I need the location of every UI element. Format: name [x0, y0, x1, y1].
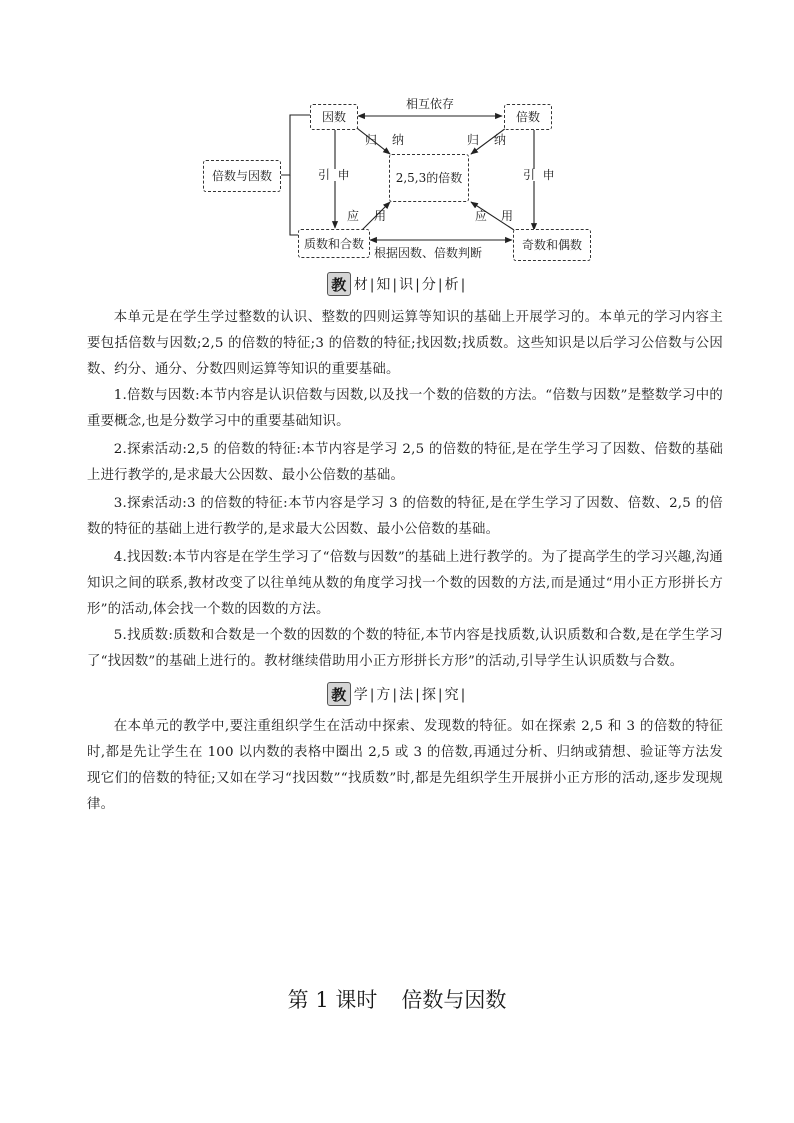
- node-factor-label: 因数: [321, 110, 346, 124]
- node-root-label: 倍数与因数: [211, 169, 272, 183]
- section-title-char: 学: [353, 687, 368, 703]
- node-multiple: [504, 104, 552, 130]
- section-title-char: 究: [444, 687, 459, 703]
- section-title-char: 材: [353, 277, 368, 293]
- section-title-char: 探: [421, 687, 436, 703]
- section-badge: 教: [327, 682, 351, 706]
- section-title-char: 知: [376, 277, 391, 293]
- node-prime: [298, 229, 370, 258]
- section-title-char: 析: [444, 277, 459, 293]
- lesson-heading: [0, 984, 794, 1014]
- section-title: 学 | 方 | 法 | 探 | 究 |: [354, 684, 468, 704]
- paragraph: 2.探索活动:2,5 的倍数的特征:本节内容是学习 2,5 的倍数的特征,是在学生学习了因数、倍数的基础上进行教学的,是求最大公因数、最小公倍数的基础。: [87, 442, 723, 483]
- node-multiple-label: 倍数: [515, 110, 540, 124]
- paragraph: 本单元是在学生学过整数的认识、整数的四则运算等知识的基础上开展学习的。本单元的学习内容主要包括倍数与因数;2,5 的倍数的特征;3 的倍数的特征;找因数;找质数。这些知识是以后学习公倍数与公因数、约分、通分、分数四则运算等知识的重要基础。: [87, 310, 723, 377]
- concept-map: [190, 92, 610, 264]
- label-na-right: 纳: [494, 133, 507, 147]
- paragraph: 3.探索活动:3 的倍数的特征:本节内容是学习 3 的倍数的特征,是在学生学习了因数、倍数、2,5 的倍数的特征的基础上进行教学的,是求最大公因数、最小公倍数的基础。: [87, 496, 723, 537]
- node-prime-label: 质数和合数: [303, 236, 364, 251]
- section-heading-methods: [0, 682, 794, 706]
- label-na-left: 纳: [392, 133, 405, 147]
- label-gui-right: 归: [467, 133, 480, 147]
- section-badge: 教: [327, 272, 351, 296]
- bracket-to-factor: [281, 115, 310, 175]
- node-root: [203, 160, 281, 192]
- section-title: 材 | 知 | 识 | 分 | 析 |: [354, 274, 468, 294]
- section-heading-materials: [0, 272, 794, 296]
- paragraph: 5.找质数:质数和合数是一个数的因数的个数的特征,本节内容是找质数,认识质数和合数,是在学生学习了“找因数”的基础上进行的。教材继续借助用小正方形拼长方形”的活动,引导学生认识质数与合数。: [87, 628, 723, 669]
- lesson-number: 第 1 课时: [287, 988, 378, 1012]
- section-title-char: 法: [399, 687, 414, 703]
- node-center-label: 2,5,3的倍数: [395, 171, 463, 185]
- label-yong-left: 用: [374, 209, 387, 223]
- node-oddeven: [513, 229, 591, 261]
- section-title-char: 识: [399, 277, 414, 293]
- bracket-to-prime: [290, 175, 298, 235]
- paragraph: 1.倍数与因数:本节内容是认识倍数与因数,以及找一个数的倍数的方法。“倍数与因数”是整数学习中的重要概念,也是分数学习中的重要基础知识。: [87, 388, 723, 429]
- label-ying-left: 应: [347, 209, 360, 223]
- section-title-char: 方: [376, 687, 391, 703]
- label-ying-right: 应: [475, 209, 488, 223]
- label-extend-right: 引 申: [523, 168, 555, 182]
- label-judge: 根据因数、倍数判断: [374, 246, 483, 260]
- label-extend-left: 引 申: [318, 168, 350, 182]
- label-mutual: 相互依存: [406, 97, 455, 111]
- label-yong-right: 用: [501, 209, 514, 223]
- lesson-title: 倍数与因数: [401, 988, 507, 1012]
- section-title-char: 分: [421, 277, 436, 293]
- paragraph: 在本单元的教学中,要注重组织学生在活动中探索、发现数的特征。如在探索 2,5 和 3 的倍数的特征时,都是先让学生在 100 以内数的表格中圈出 2,5 或 3 的倍数,再通过分析、归纳或猜想、验证等方法发现它们的倍数的特征;又如在学习“找因数”“找质数”时,都是先组织学生开展拼小正方形的活动,逐步发现规律。: [87, 719, 723, 812]
- paragraph: 4.找因数:本节内容是在学生学习了“倍数与因数”的基础上进行教学的。为了提高学生的学习兴趣,沟通知识之间的联系,教材改变了以往单纯从数的角度学习找一个数的因数的方法,而是通过“用小正方形拼长方形”的活动,体会找一个数的因数的方法。: [87, 550, 723, 617]
- label-gui-left: 归: [365, 133, 378, 147]
- node-oddeven-label: 奇数和偶数: [521, 238, 582, 252]
- node-factor: [310, 104, 358, 130]
- node-center: [389, 154, 469, 202]
